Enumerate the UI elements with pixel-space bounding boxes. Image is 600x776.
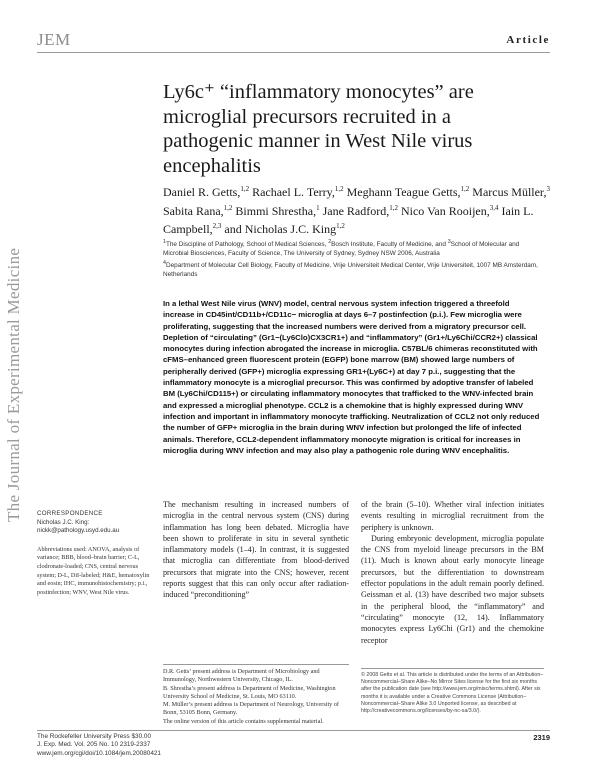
publisher-line: The Rockefeller University Press $30.00	[37, 733, 152, 740]
affiliation-2: Bosch Institute, Faculty of Medicine, and	[331, 241, 446, 249]
affiliation-3: School of Molecular and Microbial Biosciences, Faculty of Science, The University of Sydney, Sydney NSW 2006, Australia	[163, 241, 520, 257]
author	[224, 222, 344, 236]
abstract: In a lethal West Nile virus (WNV) model, central nervous system infection triggered a threefold increase in CD45int/CD11b+/CD11c− microglia at days 6–7 postinfection (p.i.). Few microglia were proliferating, suggesting that the increased numbers were derived from a migratory precursor cell. Depletion of “circulating” (Gr1−(Ly6Clo)CX3CR1+) and “inflammatory” (Gr1+/Ly6Chi/CCR2+) classical monocytes during infection abrogated the increase in microglia. C57BL/6 chimeras reconstituted with cFMS–enhanced green fluorescent protein (EGFP) bone marrow (BM) showed large numbers of peripherally derived (GFP+) microglia expressing GR1+(Ly6C+) at day 7 p.i., suggesting that the inflammatory monocyte is a microglial precursor. This was confirmed by adoptive transfer of labeled BM (Ly6Chi/CD115+) or circulating inflammatory monocytes that trafficked to the WNV-infected brain and expressed a microglial phenotype. CCL2 is a chemokine that is highly expressed during WNV infection and important in inflammatory monocyte trafficking. Neutralization of CCL2 not only reduced the number of GFP+ microglia in the brain during WNV infection but prolonged the life of infected animals. Therefore, CCL2-dependent inflammatory monocyte migration is critical for increases in microglia during WNV infection and may also play a pathogenic role during WNV encephalitis.	[163, 299, 540, 455]
correspondence-heading: CORRESPONDENCE	[37, 510, 103, 517]
author	[323, 204, 398, 218]
footnote: The online version of this article contains supplemental material.	[163, 717, 324, 725]
author-name: Daniel R. Getts,	[163, 185, 241, 199]
footnote: B. Shrestha’s present address is Department of Medicine, Washington University School of Medicine, St. Louis, MO 63110.	[163, 684, 336, 700]
body-paragraph: of the brain (5–10). Whether viral infection initiates events resulting in microglial recruitment from the periphery is unknown.	[361, 500, 544, 532]
author-name: Jane Radford,	[322, 203, 390, 218]
author	[235, 204, 319, 218]
author-name: Iain L. Campbell,	[163, 203, 534, 237]
license-rule	[361, 668, 544, 669]
body-paragraph: During embryonic development, microglia populate the CNS from myeloid lineage precursors in the BM (11). Much is known about early monocyte lineage precursors, but the differentiation to downstream effector populations in the adult remain poorly defined. Geissman et al. (13) have described two major subsets in the peripheral blood, the “inflammatory” and “circulating” monocyte (12, 14). Inflammatory monocytes express Ly6Chi (Gr1) and the chemokine receptor	[361, 533, 544, 645]
affiliation-1: The Discipline of Pathology, School of Medical Sciences,	[165, 241, 327, 249]
body-paragraph: The mechanism resulting in increased numbers of microglia in the central nervous system (CNS) during inflammation has long been debated. Microglia have been shown to proliferate in situ in several synthetic inflammatory models (1–4). In contrast, it is suggested that microglia can differentiate from blood-derived precursors that migrate into the CNS; however, recent reports suggest that this can only occur after radiation-induced “preconditioning”	[163, 500, 349, 600]
author-affiliation-marker: 3	[546, 185, 550, 193]
page-number: 2319	[533, 733, 550, 742]
author-affiliation-marker: 1,2	[336, 222, 345, 231]
author-affiliation-marker: 1	[316, 203, 320, 212]
doi-link[interactable]: www.jem.org/cgi/doi/10.1084/jem.20080421	[37, 749, 161, 757]
author-affiliation-marker: 1,2	[223, 203, 233, 212]
author-name: Nico Van Rooijen,	[400, 203, 490, 218]
affiliations: $^1$The Discipline of Pathology, School of Medical Sciences, $^2$Bosch Institute, Faculty of Medicine, and $^3$School of Molecular and Microbial Biosciences, Faculty of Science, The University of Sydney, Sydney NSW 2006, Australia $^4$Department of Molecular Cell Biology, Faculty of Medicine, Vrije Universiteit Medical Center, Vrije Universiteit, 1007 MB Amsterdam, Netherlands	[163, 239, 538, 278]
article-title: Ly6c⁺ “inflammatory monocytes” are microglial precursors recruited in a pathogenic manner in West Nile virus encephalitis	[163, 81, 474, 177]
publisher-info	[37, 733, 277, 758]
author	[163, 204, 232, 218]
journal-logo: JEM	[37, 30, 71, 49]
license-notice: © 2008 Getts et al. This article is distributed under the terms of an Attribution–Noncommercial–Share Alike–No Mirror Sites license for the first six months after the publication date (see http://www.jem.org/misc/terms.shtml). After six months it is available under a Creative Commons License (Attribution–Noncommercial–Share Alike 3.0 Unported license, as described at http://creativecommons.org/licenses/by-nc-sa/3.0/).	[361, 672, 544, 715]
footer-rule	[37, 730, 550, 731]
author-name: Meghann Teague Getts,	[346, 185, 461, 199]
abbreviations: Abbreviations used: ANOVA, analysis of variance; BBB, blood–brain barrier; C-L, clodronate-loaded; CNS, central nervous system; D-L, DiI-labeled; H&E, hematoxylin and eosin; IHC, immunohistochemistry; p.i., postinfection; WNV, West Nile virus.	[37, 545, 150, 596]
author-affiliation-marker: 1,2	[240, 185, 250, 193]
author-name: Rachael L. Terry,	[252, 185, 335, 199]
body-column-left	[163, 499, 349, 601]
journal-name-vertical: The Journal of Experimental Medicine	[4, 247, 23, 522]
correspondence-block	[37, 510, 155, 597]
author-name: Bimmi Shrestha,	[235, 203, 317, 218]
author-affiliation-marker: 1,2	[389, 203, 398, 212]
footnote: M. Müller’s present address is Department of Neurology, University of Bonn, 53105 Bonn, Germany.	[163, 701, 339, 717]
header-rule	[37, 52, 550, 53]
affiliation-4: Department of Molecular Cell Biology, Faculty of Medicine, Vrije Universiteit Medical Center, Vrije Universiteit, 1007 MB Amsterdam, Netherlands	[163, 261, 538, 278]
author-affiliation-marker: 3,4	[489, 203, 499, 212]
author	[472, 185, 550, 199]
author	[163, 185, 249, 199]
author-list	[163, 182, 553, 238]
author-affiliation-marker: 2,3	[212, 222, 222, 231]
author	[401, 204, 499, 218]
author	[252, 185, 344, 199]
correspondence-email[interactable]: nickk@pathology.usyd.edu.au	[37, 527, 120, 535]
author-affiliation-marker: 1,2	[460, 185, 470, 193]
footnote-rule	[163, 664, 349, 665]
author-affiliation-marker: 1,2	[334, 185, 344, 193]
body-column-right	[361, 499, 544, 646]
article-type-label: Article	[506, 34, 550, 46]
author-name: Sabita Rana,	[163, 203, 224, 218]
footnotes	[163, 668, 349, 726]
citation-line: J. Exp. Med. Vol. 205 No. 10 2319-2337	[37, 741, 151, 749]
author-name: and Nicholas J.C. King	[224, 222, 337, 237]
footnote: D.R. Getts’ present address is Department of Microbiology and Immunology, Northwestern University, Chicago, IL.	[163, 668, 320, 684]
correspondence-name: Nicholas J.C. King:	[37, 518, 90, 526]
author	[347, 185, 470, 199]
author-name: Marcus Müller,	[472, 185, 547, 199]
